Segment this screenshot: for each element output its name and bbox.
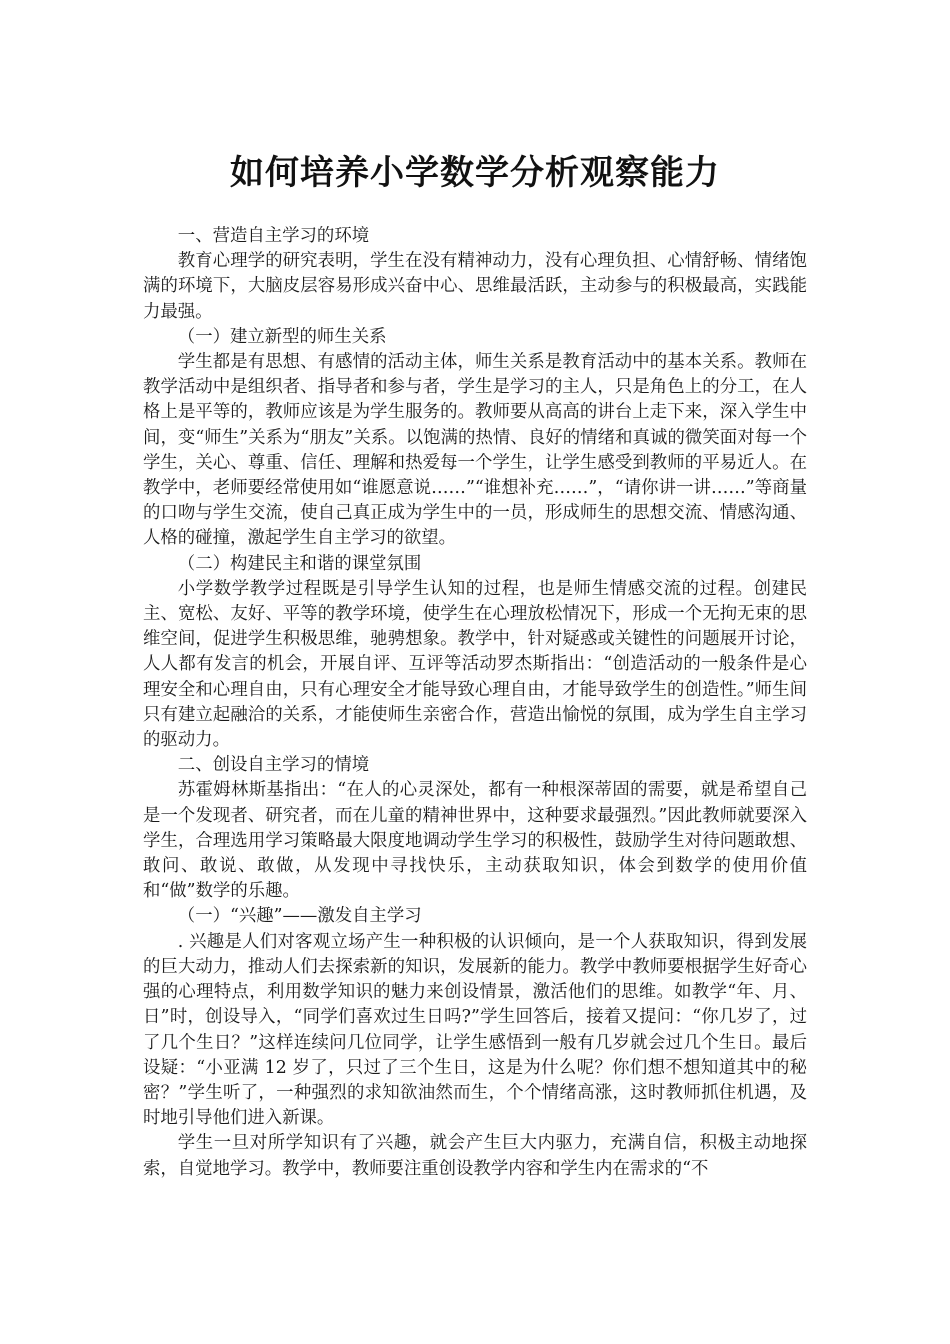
page-title: 如何培养小学数学分析观察能力	[230, 152, 720, 193]
document-body	[143, 224, 807, 1182]
paragraph: 苏霍姆林斯基指出：“在人的心灵深处，都有一种根深蒂固的需要，就是希望自己是一个发现者、研究者，而在儿童的精神世界中，这种要求最强烈。”因此教师就要深入学生，合理选用学习策略最大限度地调动学生学习的积极性，鼓励学生对待问题敢想、敢问、敢说、敢做，从发现中寻找快乐，主动获取知识，体会到数学的使用价值和“做”数学的乐趣。	[143, 780, 807, 902]
paragraph: 小学数学教学过程既是引导学生认知的过程，也是师生情感交流的过程。创建民主、宽松、友好、平等的教学环境，使学生在心理放松情况下，形成一个无拘无束的思维空间，促进学生积极思维，驰骋想象。教学中，针对疑惑或关键性的问题展开讨论，人人都有发言的机会，开展自评、互评等活动罗杰斯指出：“创造活动的一般条件是心理安全和心理自由，只有心理安全才能导致心理自由，才能导致学生的创造性。”师生间只有建立起融洽的关系，才能使师生亲密合作，营造出愉悦的氛围，成为学生自主学习的驱动力。	[143, 578, 807, 751]
heading-section-1: 一、营造自主学习的环境	[177, 226, 370, 246]
heading-subsection-2-1: （一）“兴趣”——激发自主学习	[177, 906, 422, 927]
heading-subsection-1-2: （二）构建民主和谐的课堂氛围	[177, 553, 422, 574]
heading-subsection-1-1: （一）建立新型的师生关系	[177, 326, 387, 347]
paragraph: 学生都是有思想、有感情的活动主体，师生关系是教育活动中的基本关系。教师在教学活动中是组织者、指导者和参与者，学生是学习的主人，只是角色上的分工，在人格上是平等的，教师应该是为学生服务的。教师要从高高的讲台上走下来，深入学生中间，变“师生”关系为“朋友”关系。以饱满的热情、良好的情绪和真诚的微笑面对每一个学生，关心、尊重、信任、理解和热爱每一个学生，让学生感受到教师的平易近人。在教学中，老师要经常使用如“谁愿意说……”“谁想补充……”，“请你讲一讲……”等商量的口吻与学生交流，使自己真正成为学生中的一员，形成师生的思想交流、情感沟通、人格的碰撞，激起学生自主学习的欲望。	[143, 352, 807, 549]
paragraph: 学生一旦对所学知识有了兴趣，就会产生巨大内驱力，充满自信，积极主动地探索，自觉地学习。教学中，教师要注重创设教学内容和学生内在需求的“不	[143, 1133, 807, 1179]
paragraph: 教育心理学的研究表明，学生在没有精神动力，没有心理负担、心情舒畅、情绪饱满的环境下，大脑皮层容易形成兴奋中心、思维最活跃，主动参与的积极最高，实践能力最强。	[143, 251, 807, 322]
paragraph: . 兴趣是人们对客观立场产生一种积极的认识倾向，是一个人获取知识，得到发展的巨大动力，推动人们去探索新的知识，发展新的能力。教学中教师要根据学生好奇心强的心理特点，利用数学知识的魅力来创设情景，激活他们的思维。如教学“年、月、日”时，创设导入，“同学们喜欢过生日吗?”学生回答后，接着又提问：“你几岁了，过了几个生日？”这样连续问几位同学，让学生感悟到一般有几岁就会过几个生日。最后设疑：“小亚满 12 岁了，只过了三个生日，这是为什么呢？你们想不想知道其中的秘密？”学生听了，一种强烈的求知欲油然而生，个个情绪高涨，这时教师抓住机遇，及时地引导他们进入新课。	[143, 931, 807, 1129]
heading-section-2: 二、创设自主学习的情境	[177, 755, 370, 776]
